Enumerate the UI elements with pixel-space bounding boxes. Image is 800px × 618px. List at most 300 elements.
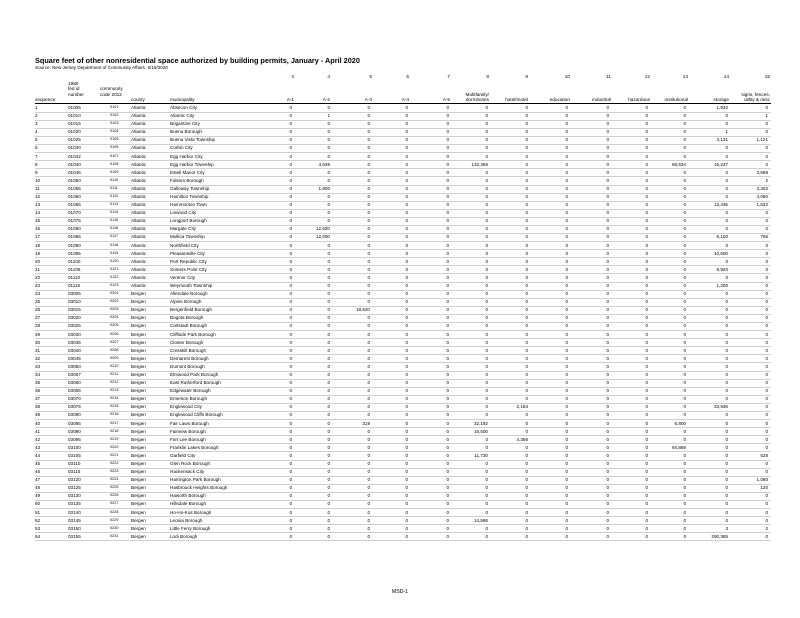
cell-a1: 0 <box>289 105 292 110</box>
cell-hazardous: 0 <box>645 291 648 297</box>
cell-storage: 0 <box>725 485 728 491</box>
cell-fed-id: 03040 <box>68 347 81 353</box>
cell-education: 0 <box>565 485 568 491</box>
cell-hotel: 0 <box>525 210 528 216</box>
cell-a1: 0 <box>289 145 292 151</box>
cell-hotel: 0 <box>525 485 528 491</box>
cell-multifamily: 0 <box>485 444 488 450</box>
cell-hotel: 0 <box>525 493 528 499</box>
cell-storage: 0 <box>725 185 728 191</box>
cell-institutional: 0 <box>683 282 686 288</box>
cell-a5: 0 <box>446 396 449 402</box>
cell-education: 0 <box>565 533 568 539</box>
cell-county: Bergen <box>131 307 146 313</box>
cell-county: Bergen <box>131 412 146 418</box>
cell-community-code: 0207 <box>110 339 119 344</box>
cell-industrial: 0 <box>606 258 609 264</box>
cell-industrial: 0 <box>606 234 609 240</box>
cell-multifamily: 0 <box>485 396 488 402</box>
cell-hotel: 2,184 <box>516 404 528 410</box>
cell-county: Atlantic <box>131 210 147 216</box>
cell-a3: 319 <box>362 420 370 426</box>
cell-fed-id: 01065 <box>68 202 81 208</box>
cell-fed-id: 01005 <box>68 105 81 110</box>
header-community-line: community <box>100 86 123 92</box>
cell-signs: 0 <box>765 396 768 402</box>
cell-storage: 9,920 <box>716 266 728 272</box>
table-row <box>0 217 800 225</box>
cell-a3: 0 <box>367 258 370 264</box>
cell-signs: 0 <box>765 323 768 329</box>
cell-a3: 0 <box>367 347 370 353</box>
cell-education: 0 <box>565 161 568 167</box>
header-community-line: code 2012 <box>100 91 122 97</box>
cell-storage: 0 <box>725 258 728 264</box>
cell-municipality: Edgewater Borough <box>170 388 211 394</box>
cell-hotel: 0 <box>525 153 528 159</box>
cell-a3: 0 <box>367 396 370 402</box>
cell-a5: 0 <box>446 363 449 369</box>
cell-sequence: 8 <box>35 161 38 167</box>
cell-hazardous: 0 <box>645 469 648 475</box>
cell-sequence: 28 <box>35 323 41 329</box>
cell-a1: 0 <box>289 161 292 167</box>
cell-a1: 0 <box>289 202 292 208</box>
cell-multifamily: 0 <box>485 169 488 175</box>
cell-hotel: 0 <box>525 469 528 475</box>
cell-institutional: 0 <box>683 193 686 199</box>
cell-a5: 0 <box>446 412 449 418</box>
cell-sequence: 49 <box>35 493 41 499</box>
cell-hotel: 0 <box>525 307 528 313</box>
cell-signs: 3,302 <box>756 185 768 191</box>
cell-a5: 0 <box>446 218 449 224</box>
cell-signs: 120 <box>760 485 768 491</box>
cell-industrial: 0 <box>606 282 609 288</box>
cell-county: Bergen <box>131 428 146 434</box>
cell-multifamily: 0 <box>485 347 488 353</box>
cell-multifamily: 0 <box>485 533 488 539</box>
header-signs-line: utility & misc <box>743 96 770 102</box>
cell-fed-id: 03060 <box>68 380 81 386</box>
cell-storage: 0 <box>725 428 728 434</box>
cell-multifamily: 0 <box>485 218 488 224</box>
cell-municipality: Fair Lawn Borough <box>170 420 209 426</box>
cell-county: Bergen <box>131 291 146 297</box>
cell-multifamily: 0 <box>485 250 488 256</box>
table-row <box>0 363 800 371</box>
cell-hotel: 0 <box>525 396 528 402</box>
cell-industrial: 0 <box>606 129 609 135</box>
cell-community-code: 0122 <box>110 274 119 279</box>
cell-hazardous: 0 <box>645 420 648 426</box>
cell-sequence: 4 <box>35 129 38 135</box>
cell-multifamily: 0 <box>485 153 488 159</box>
header-a4: A-4 <box>401 97 409 102</box>
cell-county: Atlantic <box>131 169 147 175</box>
table-row <box>0 420 800 428</box>
cell-a2: 0 <box>327 371 330 377</box>
cell-municipality: Cresskill Borough <box>170 347 206 353</box>
cell-a2: 0 <box>327 210 330 216</box>
cell-hazardous: 0 <box>645 388 648 394</box>
cell-multifamily: 0 <box>485 274 488 280</box>
cell-fed-id: 03005 <box>68 291 81 297</box>
cell-a3: 0 <box>367 501 370 507</box>
header-institutional: institutional <box>664 97 688 102</box>
cell-a1: 0 <box>289 274 292 280</box>
cell-education: 0 <box>565 380 568 386</box>
cell-a4: 0 <box>405 291 408 297</box>
cell-fed-id: 01015 <box>68 121 81 127</box>
column-number: 12 <box>644 74 650 79</box>
cell-industrial: 0 <box>606 509 609 515</box>
cell-signs: 0 <box>765 307 768 313</box>
cell-fed-id: 03145 <box>68 517 81 523</box>
cell-institutional: 0 <box>683 153 686 159</box>
cell-a2: 0 <box>327 274 330 280</box>
cell-industrial: 0 <box>606 218 609 224</box>
table-row <box>0 177 800 185</box>
cell-hazardous: 0 <box>645 396 648 402</box>
cell-signs: 0 <box>765 299 768 305</box>
cell-a5: 0 <box>446 404 449 410</box>
cell-a2: 0 <box>327 331 330 337</box>
report-source: Source: New Jersey Department of Community Affairs, 6/19/2020 <box>35 65 168 70</box>
cell-signs: 4,080 <box>756 193 768 199</box>
cell-community-code: 0104 <box>110 129 119 134</box>
cell-sequence: 23 <box>35 282 41 288</box>
cell-signs: 0 <box>765 493 768 499</box>
table-row <box>0 233 800 241</box>
cell-municipality: Closter Borough <box>170 339 204 345</box>
cell-community-code: 0210 <box>110 363 119 368</box>
cell-community-code: 0201 <box>110 291 119 296</box>
table-row <box>0 484 800 492</box>
cell-fed-id: 01050 <box>68 177 81 183</box>
cell-industrial: 0 <box>606 460 609 466</box>
cell-county: Bergen <box>131 347 146 353</box>
cell-a4: 0 <box>405 234 408 240</box>
cell-county: Atlantic <box>131 218 147 224</box>
cell-institutional: 0 <box>683 307 686 313</box>
cell-signs: 2 <box>765 177 768 183</box>
cell-community-code: 0107 <box>110 153 119 158</box>
cell-hazardous: 0 <box>645 363 648 369</box>
cell-hotel: 0 <box>525 363 528 369</box>
cell-education: 0 <box>565 129 568 135</box>
cell-a2: 0 <box>327 145 330 151</box>
cell-county: Atlantic <box>131 145 147 151</box>
cell-a1: 0 <box>289 493 292 499</box>
cell-hotel: 0 <box>525 355 528 361</box>
cell-a5: 0 <box>446 493 449 499</box>
cell-sequence: 16 <box>35 226 41 232</box>
cell-municipality: Hasbrouck Heights Borough <box>170 485 228 491</box>
cell-storage: 0 <box>725 501 728 507</box>
cell-county: Atlantic <box>131 153 147 159</box>
cell-county: Bergen <box>131 460 146 466</box>
cell-multifamily: 0 <box>485 185 488 191</box>
cell-education: 0 <box>565 169 568 175</box>
cell-hotel: 0 <box>525 234 528 240</box>
cell-a4: 0 <box>405 388 408 394</box>
cell-hazardous: 0 <box>645 517 648 523</box>
cell-signs: 0 <box>765 404 768 410</box>
cell-a1: 0 <box>289 436 292 442</box>
cell-a4: 0 <box>405 161 408 167</box>
cell-hazardous: 0 <box>645 371 648 377</box>
cell-a5: 0 <box>446 234 449 240</box>
cell-education: 0 <box>565 121 568 127</box>
cell-hazardous: 0 <box>645 299 648 305</box>
cell-a5: 0 <box>446 258 449 264</box>
cell-multifamily: 0 <box>485 477 488 483</box>
header-fed-id <box>68 81 84 97</box>
cell-community-code: 0110 <box>110 177 119 182</box>
cell-a4: 0 <box>405 404 408 410</box>
cell-hazardous: 0 <box>645 145 648 151</box>
cell-industrial: 0 <box>606 485 609 491</box>
cell-a3: 18,620 <box>355 307 370 313</box>
cell-education: 0 <box>565 404 568 410</box>
cell-a1: 0 <box>289 323 292 329</box>
cell-multifamily: 0 <box>485 105 488 110</box>
cell-institutional: 0 <box>683 315 686 321</box>
cell-storage: 0 <box>725 380 728 386</box>
cell-hotel: 0 <box>525 282 528 288</box>
cell-county: Atlantic <box>131 105 147 110</box>
cell-hotel: 0 <box>525 477 528 483</box>
cell-a4: 0 <box>405 452 408 458</box>
cell-signs: 0 <box>765 428 768 434</box>
header-fed-id-line: 1980 <box>68 81 79 86</box>
cell-a4: 0 <box>405 428 408 434</box>
header-hazardous: hazardous <box>628 97 650 102</box>
cell-county: Atlantic <box>131 177 147 183</box>
cell-community-code: 0112 <box>110 193 119 198</box>
cell-a4: 0 <box>405 339 408 345</box>
cell-a1: 0 <box>289 315 292 321</box>
cell-education: 0 <box>565 323 568 329</box>
cell-county: Bergen <box>131 501 146 507</box>
cell-a4: 0 <box>405 226 408 232</box>
cell-signs: 2 <box>765 525 768 531</box>
cell-hazardous: 0 <box>645 339 648 345</box>
cell-a3: 0 <box>367 202 370 208</box>
cell-fed-id: 03100 <box>68 444 81 450</box>
cell-a5: 0 <box>446 420 449 426</box>
cell-industrial: 0 <box>606 169 609 175</box>
cell-county: Bergen <box>131 509 146 515</box>
column-number: 10 <box>564 74 570 79</box>
cell-industrial: 0 <box>606 493 609 499</box>
cell-hotel: 0 <box>525 371 528 377</box>
cell-signs: 1,121 <box>756 137 768 143</box>
cell-fed-id: 03035 <box>68 339 81 345</box>
header-county: county <box>131 97 145 102</box>
cell-a5: 0 <box>446 161 449 167</box>
cell-multifamily: 0 <box>485 371 488 377</box>
cell-storage: 1,200 <box>716 282 728 288</box>
cell-community-code: 0204 <box>110 315 119 320</box>
table-row <box>0 112 800 120</box>
cell-industrial: 0 <box>606 525 609 531</box>
table-row <box>0 104 800 112</box>
cell-county: Bergen <box>131 371 146 377</box>
cell-municipality: Brigantine City <box>170 121 200 127</box>
cell-municipality: Port Republic City <box>170 258 207 264</box>
cell-signs: 0 <box>765 250 768 256</box>
table-row <box>0 201 800 209</box>
cell-education: 0 <box>565 218 568 224</box>
cell-a4: 0 <box>405 444 408 450</box>
cell-multifamily: 0 <box>485 177 488 183</box>
cell-a3: 0 <box>367 452 370 458</box>
cell-municipality: Allendale Borough <box>170 291 208 297</box>
cell-multifamily: 0 <box>485 258 488 264</box>
cell-fed-id: 03110 <box>68 460 81 466</box>
cell-a3: 0 <box>367 388 370 394</box>
cell-county: Atlantic <box>131 137 147 143</box>
cell-county: Atlantic <box>131 242 147 248</box>
cell-hazardous: 0 <box>645 315 648 321</box>
cell-a2: 0 <box>327 193 330 199</box>
cell-sequence: 41 <box>35 428 41 434</box>
cell-a4: 0 <box>405 307 408 313</box>
cell-sequence: 17 <box>35 234 41 240</box>
cell-signs: 0 <box>765 363 768 369</box>
cell-multifamily: 0 <box>485 363 488 369</box>
cell-industrial: 0 <box>606 105 609 110</box>
cell-a2: 0 <box>327 307 330 313</box>
cell-a1: 0 <box>289 444 292 450</box>
cell-a5: 0 <box>446 177 449 183</box>
cell-institutional: 0 <box>683 525 686 531</box>
header-storage: storage <box>713 97 729 102</box>
cell-a4: 0 <box>405 210 408 216</box>
cell-municipality: Bergenfield Borough <box>170 307 212 313</box>
cell-signs: 0 <box>765 218 768 224</box>
cell-institutional: 0 <box>683 258 686 264</box>
cell-a1: 0 <box>289 137 292 143</box>
cell-fed-id: 01055 <box>68 185 81 191</box>
cell-a4: 0 <box>405 371 408 377</box>
cell-a4: 0 <box>405 250 408 256</box>
cell-education: 0 <box>565 250 568 256</box>
cell-hotel: 0 <box>525 258 528 264</box>
cell-hazardous: 0 <box>645 266 648 272</box>
header-a5: A-5 <box>442 97 450 102</box>
cell-sequence: 26 <box>35 307 41 313</box>
cell-a4: 0 <box>405 509 408 515</box>
cell-hotel: 0 <box>525 185 528 191</box>
cell-a3: 0 <box>367 185 370 191</box>
cell-municipality: Hackensack City <box>170 469 205 475</box>
cell-signs: 0 <box>765 258 768 264</box>
cell-storage: 0 <box>725 113 728 119</box>
cell-a1: 0 <box>289 485 292 491</box>
cell-community-code: 0226 <box>110 493 119 498</box>
cell-institutional: 0 <box>683 177 686 183</box>
cell-municipality: Absecon City <box>170 105 198 110</box>
cell-fed-id: 01110 <box>68 274 81 280</box>
cell-institutional: 0 <box>683 137 686 143</box>
cell-industrial: 0 <box>606 436 609 442</box>
cell-a2: 0 <box>327 396 330 402</box>
cell-industrial: 0 <box>606 363 609 369</box>
cell-institutional: 0 <box>683 274 686 280</box>
cell-county: Bergen <box>131 533 146 539</box>
header-fed-id-line: fed id <box>68 86 80 92</box>
cell-hazardous: 0 <box>645 282 648 288</box>
cell-industrial: 0 <box>606 161 609 167</box>
cell-a5: 0 <box>446 185 449 191</box>
cell-a4: 0 <box>405 121 408 127</box>
cell-county: Bergen <box>131 323 146 329</box>
cell-a3: 0 <box>367 169 370 175</box>
cell-fed-id: 01025 <box>68 137 81 143</box>
cell-a5: 0 <box>446 315 449 321</box>
cell-industrial: 0 <box>606 266 609 272</box>
cell-multifamily: 0 <box>485 404 488 410</box>
cell-a1: 0 <box>289 388 292 394</box>
cell-community-code: 0108 <box>110 161 119 166</box>
cell-signs: 1,080 <box>756 477 768 483</box>
cell-a3: 0 <box>367 477 370 483</box>
table-row <box>0 395 800 403</box>
cell-hotel: 0 <box>525 299 528 305</box>
cell-fed-id: 01080 <box>68 226 81 232</box>
cell-sequence: 46 <box>35 469 41 475</box>
cell-storage: 0 <box>725 452 728 458</box>
cell-a4: 0 <box>405 202 408 208</box>
cell-storage: 0 <box>725 509 728 515</box>
cell-signs: 0 <box>765 347 768 353</box>
cell-signs: 0 <box>765 509 768 515</box>
cell-municipality: Emerson Borough <box>170 396 208 402</box>
cell-industrial: 0 <box>606 355 609 361</box>
cell-fed-id: 03115 <box>68 469 81 475</box>
table-row <box>0 331 800 339</box>
cell-institutional: 0 <box>683 355 686 361</box>
cell-a2: 0 <box>327 266 330 272</box>
cell-a1: 0 <box>289 533 292 539</box>
cell-a3: 0 <box>367 145 370 151</box>
cell-municipality: Galloway Township <box>170 185 210 191</box>
cell-institutional: 0 <box>683 380 686 386</box>
cell-a3: 0 <box>367 371 370 377</box>
cell-hotel: 0 <box>525 137 528 143</box>
cell-institutional: 0 <box>683 250 686 256</box>
cell-a2: 0 <box>327 137 330 143</box>
header-municipality: municipality <box>170 97 195 102</box>
cell-a3: 0 <box>367 355 370 361</box>
cell-county: Atlantic <box>131 266 147 272</box>
cell-community-code: 0203 <box>110 307 119 312</box>
cell-education: 0 <box>565 105 568 110</box>
cell-sequence: 39 <box>35 412 41 418</box>
cell-a5: 0 <box>446 347 449 353</box>
cell-fed-id: 03020 <box>68 315 81 321</box>
cell-signs: 1,632 <box>756 202 768 208</box>
cell-storage: 33,936 <box>713 404 728 410</box>
cell-fed-id: 01030 <box>68 145 81 151</box>
cell-community-code: 0205 <box>110 323 119 328</box>
cell-storage: 0 <box>725 145 728 151</box>
cell-a1: 0 <box>289 347 292 353</box>
cell-a5: 0 <box>446 371 449 377</box>
